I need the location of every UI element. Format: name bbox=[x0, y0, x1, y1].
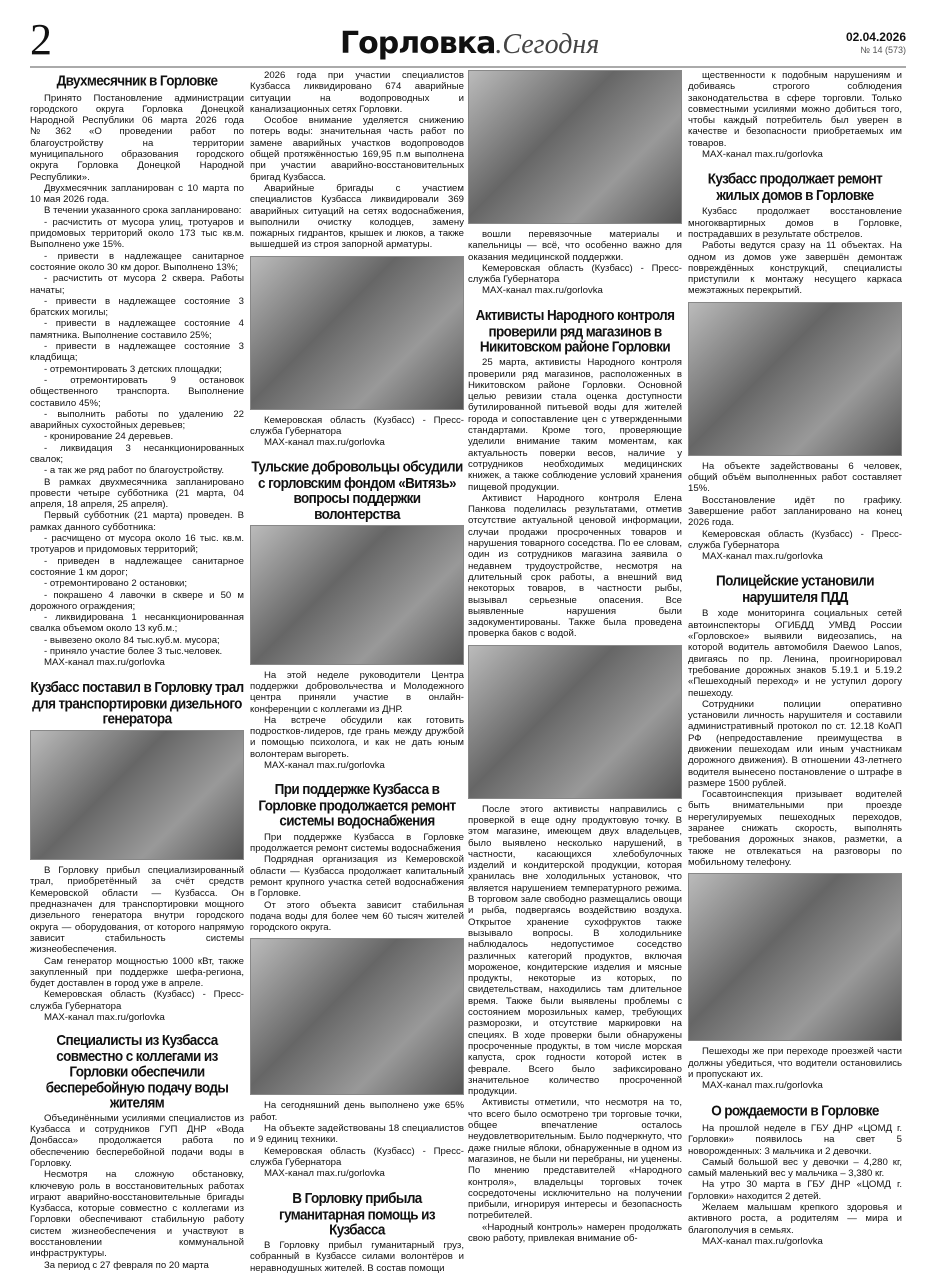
article-paragraph: В рамках двухмесячника запланировано провести четыре субботника (21 марта, 04 апреля, 18 апреля, 25 апреля). bbox=[30, 476, 244, 511]
article-paragraph: - отремонтировано 2 остановки; bbox=[44, 578, 188, 590]
article-title: О рождаемости в Горловке bbox=[711, 1102, 879, 1119]
column-4 bbox=[688, 70, 902, 1278]
article-paragraph: - расчищено от мусора около 16 тыс. кв.м. тротуаров и придомовых территорий; bbox=[30, 533, 244, 556]
article-paragraph: - расчистить от мусора 2 сквера. Работы начаты; bbox=[30, 273, 244, 296]
article-title: В Горловку прибыла гуманитарная помощь из Кузбасса bbox=[279, 1189, 435, 1238]
article-title: Специалисты из Кузбасса совместно с коллегами из Горловки обеспечили бесперебойную подачу воды жителям bbox=[45, 1032, 229, 1112]
article-body bbox=[250, 832, 464, 934]
article-paragraph: Кемеровская область (Кузбасс) - Пресс-служба Губернатора bbox=[688, 528, 902, 551]
article-paragraph: МАХ-канал max.ru/gorlovka bbox=[264, 760, 385, 772]
article-body bbox=[250, 415, 464, 449]
article-paragraph: Сам генератор мощностью 1000 кВт, также закупленный при поддержке шефа-региона, будет доставлен в город уже в апреле. bbox=[30, 955, 244, 990]
article-paragraph: В Горловку прибыл специализированный трал, приобретённый за счёт средств Кемеровской области — Кузбасса. Он предназначен для транспортировки мощного дизельного генератора внутри городского округа — оборудования, от которого напрямую зависит стабильность системы жизнеобеспечения. bbox=[30, 865, 244, 956]
article-paragraph: Кемеровская область (Кузбасс) - Пресс-служба Губернатора bbox=[30, 989, 244, 1012]
article-paragraph: Кемеровская область (Кузбасс) - Пресс-служба Губернатора bbox=[250, 1145, 464, 1168]
article-paragraph: 2026 года при участии специалистов Кузбасса ликвидировано 674 аварийные ситуации на водопроводных и канализационных сетях Горловки. bbox=[250, 70, 464, 115]
article-paragraph: - привести в надлежащее санитарное состояние около 30 км дорог. Выполнено 13%; bbox=[30, 250, 244, 273]
article-paragraph: Пешеходы же при переходе проезжей части должны убедиться, что водители остановились и пропускают их. bbox=[688, 1046, 902, 1080]
article-paragraph: - приняло участие более 3 тыс.человек. bbox=[44, 646, 223, 658]
article-paragraph: МАХ-канал max.ru/gorlovka bbox=[264, 437, 385, 449]
article-paragraph: Активист Народного контроля Елена Панкова поделилась результатами, отметив отсутствие актуальной ценовой информации, случаи продажи просроченных товаров и нарушения товарного соседства. По ее словам, один из сотрудников магазина заявила о недавнем трудоустройстве, несмотря на длительный срок работы, а внешний вид некоторых товаров, в частности рыбы, вызывал серьезные опасения. Все выявленные нарушения были задокументированы. Также была проведена проверка баков с водой. bbox=[468, 492, 682, 640]
article-paragraph: вошли перевязочные материалы и капельницы — всё, что особенно важно для оказания медицинской поддержки. bbox=[468, 229, 682, 263]
photo-house-repair bbox=[688, 302, 902, 456]
article-paragraph: МАХ-канал max.ru/gorlovka bbox=[702, 1080, 823, 1092]
article-paragraph: МАХ-канал max.ru/gorlovka bbox=[702, 149, 823, 161]
article-body bbox=[250, 1240, 464, 1274]
article-paragraph: МАХ-канал max.ru/gorlovka bbox=[264, 1168, 385, 1180]
article-title: Активисты Народного контроля проверили ряд магазинов в Никитовском районе Горловки bbox=[475, 306, 675, 355]
photo-generator-trailer bbox=[30, 730, 244, 860]
article-paragraph: Особое внимание уделяется снижению потерь воды: значительная часть работ по замене аварийных участков водопроводов общей протяжённостью 169,95 п.м выполнена при участии аварийно-восстановительных бригад Кузбасса. bbox=[250, 115, 464, 183]
article-paragraph: МАХ-канал max.ru/gorlovka bbox=[702, 551, 823, 563]
photo-volunteers bbox=[250, 525, 464, 665]
article-title: При поддержке Кузбасса в Горловке продолжается ремонт системы водоснабжения bbox=[258, 781, 456, 830]
article-title: Кузбасс поставил в Горловку трал для транспортировки дизельного генератора bbox=[30, 678, 244, 727]
article-paragraph: - отремонтировать 9 остановок общественного транспорта. Выполнение составило 45%; bbox=[30, 374, 244, 409]
column-3 bbox=[468, 70, 682, 1278]
photo-pedestrian-crossing bbox=[688, 873, 902, 1041]
article-body bbox=[30, 865, 244, 1023]
article-title: Полицейские установили нарушителя ПДД bbox=[716, 573, 874, 606]
article-paragraph: - привести в надлежащее состояние 4 памятника. Выполнение составило 25%; bbox=[30, 318, 244, 341]
article-paragraph: МАХ-канал max.ru/gorlovka bbox=[44, 1012, 165, 1023]
article-paragraph: Самый большой вес у девочки – 4,280 кг, самый маленький вес у мальчика – 3,380 кг. bbox=[688, 1156, 902, 1180]
masthead-main: Горловка bbox=[340, 26, 496, 61]
article-paragraph: На объекте задействованы 18 специалистов и 9 единиц техники. bbox=[250, 1123, 464, 1146]
article-body bbox=[30, 1113, 244, 1271]
article-body bbox=[688, 1123, 902, 1247]
article-paragraph: Кемеровская область (Кузбасс) - Пресс-служба Губернатора bbox=[250, 414, 464, 438]
article-body bbox=[468, 804, 682, 1245]
article-paragraph: щественности к подобным нарушениям и добиваясь строгого соблюдения законодательства в сфере торговли. Только совместными усилиями можно добиться того, чтобы каждый потребитель был уверен в качестве и безопасности приобретаемых им товаров. bbox=[688, 70, 902, 149]
article-paragraph: Двухмесячник запланирован с 10 марта по 10 мая 2026 года. bbox=[30, 182, 244, 206]
article-paragraph: - привести в надлежащее состояние 3 братских могилы; bbox=[30, 295, 244, 319]
article-paragraph: Аварийные бригады с участием специалистов Кузбасса ликвидировали 369 аварийных ситуаций на сетях водоснабжения, выполнили очистку колодцев, замену пожарных гидрантов, крышек и люков, а также вышедшей из строя запорной арматуры. bbox=[250, 182, 464, 251]
article-paragraph: В Горловку прибыл гуманитарный груз, собранный в Кузбассе силами волонтёров и неравнодушных жителей. В состав помощи bbox=[250, 1240, 464, 1274]
article-paragraph: На объекте задействованы 6 человек, общий объём выполненных работ составляет 15%. bbox=[688, 460, 902, 495]
photo-humanitarian-cargo bbox=[468, 70, 682, 224]
article-paragraph: Работы ведутся сразу на 11 объектах. На одном из домов уже завершён демонтаж повреждённых конструкций, специалисты приступили к монтажу несущего каркаса межэтажных перекрытий. bbox=[688, 240, 902, 297]
photo-excavation bbox=[250, 938, 464, 1095]
article-body bbox=[688, 461, 902, 563]
column-1 bbox=[30, 70, 244, 1278]
article-paragraph: - вывезено около 84 тыс.куб.м. мусора; bbox=[44, 634, 220, 646]
article-paragraph: Восстановление идёт по графику. Завершение работ запланировано на конец 2026 года. bbox=[688, 494, 902, 529]
article-title: Двухмесячник в Горловке bbox=[56, 72, 218, 89]
article-paragraph: «Народный контроль» намерен продолжать свою работу, привлекая внимание об- bbox=[468, 1221, 682, 1244]
article-paragraph: На сегодняшний день выполнено уже 65% работ. bbox=[250, 1100, 464, 1123]
article-body bbox=[468, 229, 682, 297]
article-body bbox=[688, 206, 902, 296]
article-paragraph: - ликвидирована 1 несанкционированная свалка объемом около 13 куб.м.; bbox=[30, 612, 244, 635]
article-body bbox=[250, 1100, 464, 1179]
article-paragraph: - кронирование 24 деревьев. bbox=[44, 431, 174, 443]
article-paragraph: Подрядная организация из Кемеровской области — Кузбасса продолжает капитальный ремонт крупного участка сетей водоснабжения в Горловке. bbox=[250, 854, 464, 900]
article-paragraph: От этого объекта зависит стабильная подача воды для более чем 60 тысяч жителей городского округа. bbox=[250, 899, 464, 934]
page-number: 2 bbox=[30, 15, 52, 64]
article-paragraph: - выполнить работы по удалению 22 аварийных сухостойных деревьев; bbox=[30, 408, 244, 432]
photo-pipe-repair bbox=[250, 256, 464, 410]
column-2 bbox=[250, 70, 464, 1278]
article-paragraph: МАХ-канал max.ru/gorlovka bbox=[44, 657, 165, 669]
article-title: Тульские добровольцы обсудили с горловским фондом «Витязь» вопросы поддержки волонтерства bbox=[251, 458, 463, 522]
article-paragraph: После этого активисты направились с проверкой в еще одну продуктовую точку. В этом магазине, имеющем двух владельцев, было выявлено несколько нарушений, в частности, касающихся хлебобулочных изделий и кондитерской продукции, которая хранилась вне холодильных установок, что является нарушением температурного режима. В торговом зале свободно размещались овощи и рыба, подвергаясь воздействию воздуха. Открытое хранение сухофруктов также вызывало вопросы. В холодильнике наблюдалось недопустимое соседство различных категорий продуктов, включая мороженое, кондитерские изделия и мясные продукты, некоторые из которых, по свидетельствам, находились там длительное время. Также были выявлены проблемы с состоянием морозильных камер, требующих разморозки, и отсутствие маркировки на специях. В ходе проверки были обнаружены просроченные продукты, в том числе морская капуста, срок годности которой истек в феврале. Всего было зафиксировано значительное количество просроченной продукции. bbox=[468, 803, 682, 1098]
article-body bbox=[30, 93, 244, 669]
article-paragraph: Кузбасс продолжает восстановление многоквартирных домов в Горловке, пострадавших в результате обстрелов. bbox=[688, 206, 902, 240]
article-body bbox=[688, 1046, 902, 1091]
article-paragraph: Принято Постановление администрации городского округа Горловка Донецкой Народной Республики 06 марта 2026 года №362 «О проведении работ по благоустройству на территории муниципального образования городского округа Горловка Донецкой Народной Республики». bbox=[30, 92, 244, 183]
article-paragraph: - покрашено 4 лавочки в сквере и 50 м дорожного ограждения; bbox=[30, 589, 244, 612]
article-paragraph: Сотрудники полиции оперативно установили личность нарушителя и составили административный протокол по ст. 12.18 КоАП РФ (непредоставление преимущества в движении пешеходам или иным участникам дорожного движения). В отношении 43-летнего водителя вынесено постановление о штрафе в размере 1500 рублей. bbox=[688, 698, 902, 789]
article-paragraph: - а так же ряд работ по благоустройству. bbox=[44, 465, 224, 477]
article-body bbox=[688, 70, 902, 160]
article-paragraph: На этой неделе руководители Центра поддержки добровольчества и Молодежного центра приняли участие в онлайн-конференции с коллегами из ДНР. bbox=[250, 669, 464, 715]
article-title: Кузбасс продолжает ремонт жилых домов в Горловке bbox=[707, 171, 883, 203]
article-paragraph: Первый субботник (21 марта) проведен. В рамках данного субботника: bbox=[30, 510, 244, 533]
article-paragraph: Объединёнными усилиями специалистов из Кузбасса и сотрудников ГУП ДНР «Вода Донбасса» продолжается работа по обеспечению бесперебойной подачи воды в Горловку. bbox=[30, 1112, 244, 1169]
article-paragraph: На встрече обсудили как готовить подростков-лидеров, где грань между дружбой и помощью психолога, и как не дать юным волонтерам выгореть. bbox=[250, 714, 464, 760]
article-paragraph: За период с 27 февраля по 20 марта bbox=[44, 1259, 209, 1271]
article-paragraph: - приведен в надлежащее санитарное состояние 1 км дорог; bbox=[30, 555, 244, 578]
article-paragraph: - привести в надлежащее состояние 3 кладбища; bbox=[30, 341, 244, 364]
issue-number: № 14 (573) bbox=[860, 45, 906, 55]
article-paragraph: 25 марта, активисты Народного контроля проверили ряд магазинов, расположенных в Никитовском районе Горловки. Основной целью ревизии стала оценка доступности бутилированной питьевой воды для жителей города и сопоставление цен с утвержденными стандартами. Кроме того, проверяющие уделили внимание таким моментам, как актуальность поверки весов, наличие у сотрудников необходимых медицинских книжек, а также соблюдение условий хранения пищевой продукции. bbox=[468, 357, 682, 493]
article-body bbox=[688, 608, 902, 868]
article-paragraph: МАХ-канал max.ru/gorlovka bbox=[482, 285, 603, 297]
article-paragraph: В течении указанного срока запланировано: bbox=[44, 205, 242, 217]
article-paragraph: - отремонтировать 3 детских площадки; bbox=[44, 363, 222, 375]
article-paragraph: Несмотря на сложную обстановку, ключевую роль в восстановительных работах играют аварийно-восстановительные бригады Кузбасса, которые совместно с коллегами из Горловки обеспечивают стабильную работу систем жизнеобеспечения и участвуют в восстановлении коммунальной инфраструктуры. bbox=[30, 1169, 244, 1260]
photo-store-inspection bbox=[468, 645, 682, 799]
article-body bbox=[468, 357, 682, 639]
masthead bbox=[340, 26, 599, 63]
article-paragraph: При поддержке Кузбасса в Горловке продолжается ремонт системы водоснабжения bbox=[250, 831, 464, 855]
article-paragraph: Кемеровская область (Кузбасс) - Пресс-служба Губернатора bbox=[468, 262, 682, 286]
article-paragraph: - ликвидация 3 несанкционированных свалок; bbox=[30, 442, 244, 465]
article-paragraph: - расчистить от мусора улиц, тротуаров и придомовых территорий около 173 тыс кв.м. Выполнено уже 15%. bbox=[30, 216, 244, 251]
article-paragraph: На утро 30 марта в ГБУ ДНР «ЦОМД г. Горловки» находится 2 детей. bbox=[688, 1179, 902, 1202]
article-paragraph: Госавтоинспекция призывает водителей быть внимательными при проезде нерегулируемых пешеходных переходов, заранее снижать скорость, выполнять требования дорожных знаков, разметки, а также не отвлекаться на разговоры по мобильному телефону. bbox=[688, 789, 902, 868]
issue-date: 02.04.2026 bbox=[845, 30, 906, 44]
article-body bbox=[250, 670, 464, 772]
masthead-script: .Сегодня bbox=[495, 29, 600, 60]
article-body bbox=[250, 70, 464, 251]
article-paragraph: Активисты отметили, что несмотря на то, что всего было осмотрено три торговые точки, общее впечатление осталось неудовлетворительным. Было подчеркнуто, что даже гнилые яблоки, обнаруженные в одном из магазинов, не были ни перебраны, ни уценены. По мнению представителей «Народного контроля», владельцы торговых точек сосредоточены исключительно на получении прибыли, игнорируя интересы и безопасность потребителей. bbox=[468, 1097, 682, 1222]
article-paragraph: На прошлой неделе в ГБУ ДНР «ЦОМД г. Горловки» появилось на свет 5 новорожденных: 3 мальчика и 2 девочки. bbox=[688, 1122, 902, 1157]
article-paragraph: МАХ-канал max.ru/gorlovka bbox=[702, 1235, 823, 1247]
article-paragraph: В ходе мониторинга социальных сетей автоинспекторы ОГИБДД УМВД России «Горловское» выявили видеозапись, на которой водитель автомобиля Daewoo Lanos, двигаясь по пр. Ленина, проигнорировал требование дорожных знаков 5.19.1 и 5.19.2 «Пешеходный переход» и не уступил дорогу пешеходу. bbox=[688, 608, 902, 699]
header-rule bbox=[30, 66, 906, 68]
article-paragraph: Желаем малышам крепкого здоровья и активного роста, а родителям — мира и благополучия в семьях. bbox=[688, 1202, 902, 1236]
